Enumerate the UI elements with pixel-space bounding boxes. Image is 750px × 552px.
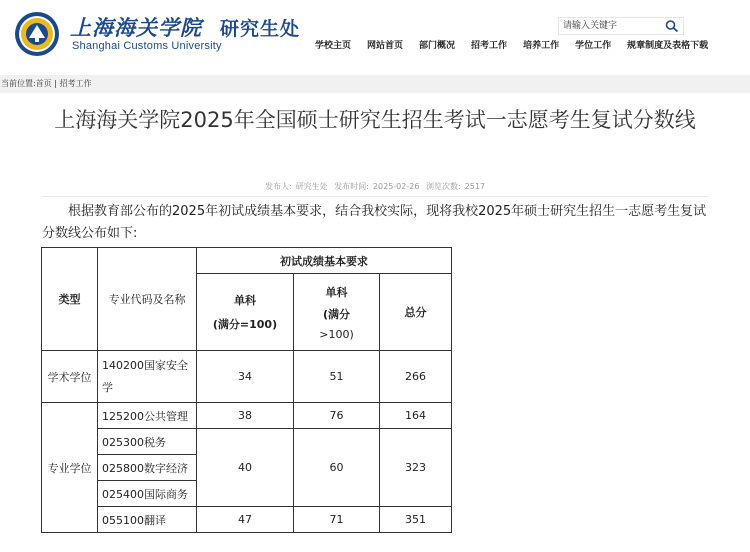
university-name-en: Shanghai Customs University [72,40,222,52]
header-single-gt100 [294,274,380,351]
search-icon[interactable] [664,19,680,33]
breadcrumb-section-link[interactable]: 招考工作 [59,79,92,88]
site-header [0,0,750,70]
academic-single-gt100: 51 [294,351,380,403]
pro-major-row-4: 025400国际商务 [98,481,197,507]
pro-major-row-2: 025300税务 [98,429,197,455]
pro-group-single-gt100: 60 [294,429,380,507]
pro-row-5-single-100: 47 [197,507,294,533]
publisher-value: 研究生处 [295,182,328,191]
header-total: 总分 [380,274,452,351]
search-box [558,17,684,35]
breadcrumb [0,75,750,93]
academic-single-100: 34 [197,351,294,403]
header-initial-requirements: 初试成绩基本要求 [197,248,452,274]
nav-admissions[interactable]: 招考工作 [471,41,508,51]
publisher-label: 发布人: [264,182,292,191]
nav-dept-overview[interactable]: 部门概况 [419,41,456,51]
views-count: 2517 [464,182,486,191]
header-type: 类型 [42,248,98,351]
header-single-gt100-line3: >100) [319,327,354,341]
breadcrumb-home-link[interactable]: 首页 [35,79,52,88]
views-label: 浏览次数: [425,182,461,191]
header-single-100 [197,274,294,351]
pro-row-1-single-gt100: 76 [294,403,380,429]
main-nav [315,38,724,54]
header-single-gt100-line2: (满分 [322,307,351,321]
intro-paragraph: 根据教育部公布的2025年初试成绩基本要求，结合我校实际，现将我校2025年硕士研究生招生一志愿考生复试分数线公布如下: [42,204,707,241]
university-name-cn[interactable]: 上海海关学院 [70,15,202,40]
breadcrumb-separator: | [51,79,60,88]
pro-group-single-100: 40 [197,429,294,507]
university-emblem-icon[interactable] [14,11,60,57]
academic-type-cell: 学术学位 [42,351,98,403]
nav-degree[interactable]: 学位工作 [575,41,612,51]
pro-row-5-total: 351 [380,507,452,533]
score-table [41,247,452,533]
pro-row-1-total: 164 [380,403,452,429]
pro-group-total: 323 [380,429,452,507]
department-name[interactable]: 研究生处 [220,18,301,40]
header-single-gt100-line1: 单科 [325,285,348,299]
academic-major-cell: 140200国家安全学 [98,351,197,403]
nav-training[interactable]: 培养工作 [523,41,560,51]
pro-major-row-3: 025800数字经济 [98,455,197,481]
header-single-100-line2: (满分=100) [212,318,278,331]
pro-row-5-single-gt100: 71 [294,507,380,533]
publish-time-label: 发布时间: [334,182,369,191]
page-title: 上海海关学院2025年全国硕士研究生招生考试一志愿考生复试分数线 [54,108,696,132]
nav-regulations[interactable]: 规章制度及表格下载 [627,41,709,51]
nav-site-home[interactable]: 网站首页 [367,41,404,51]
pro-row-1-single-100: 38 [197,403,294,429]
nav-school-home[interactable]: 学校主页 [315,41,352,51]
academic-total: 266 [380,351,452,403]
pro-major-row-5: 055100翻译 [98,507,197,533]
divider [42,196,708,197]
breadcrumb-prefix: 当前位置: [1,79,36,88]
article-meta [0,181,750,192]
search-input[interactable] [559,18,663,34]
professional-type-cell: 专业学位 [42,403,98,533]
header-major: 专业代码及名称 [98,248,197,351]
pro-major-row-1: 125200公共管理 [98,403,197,429]
header-single-100-line1: 单科 [234,294,256,307]
publish-time-value: 2025-02-26 [372,182,420,191]
